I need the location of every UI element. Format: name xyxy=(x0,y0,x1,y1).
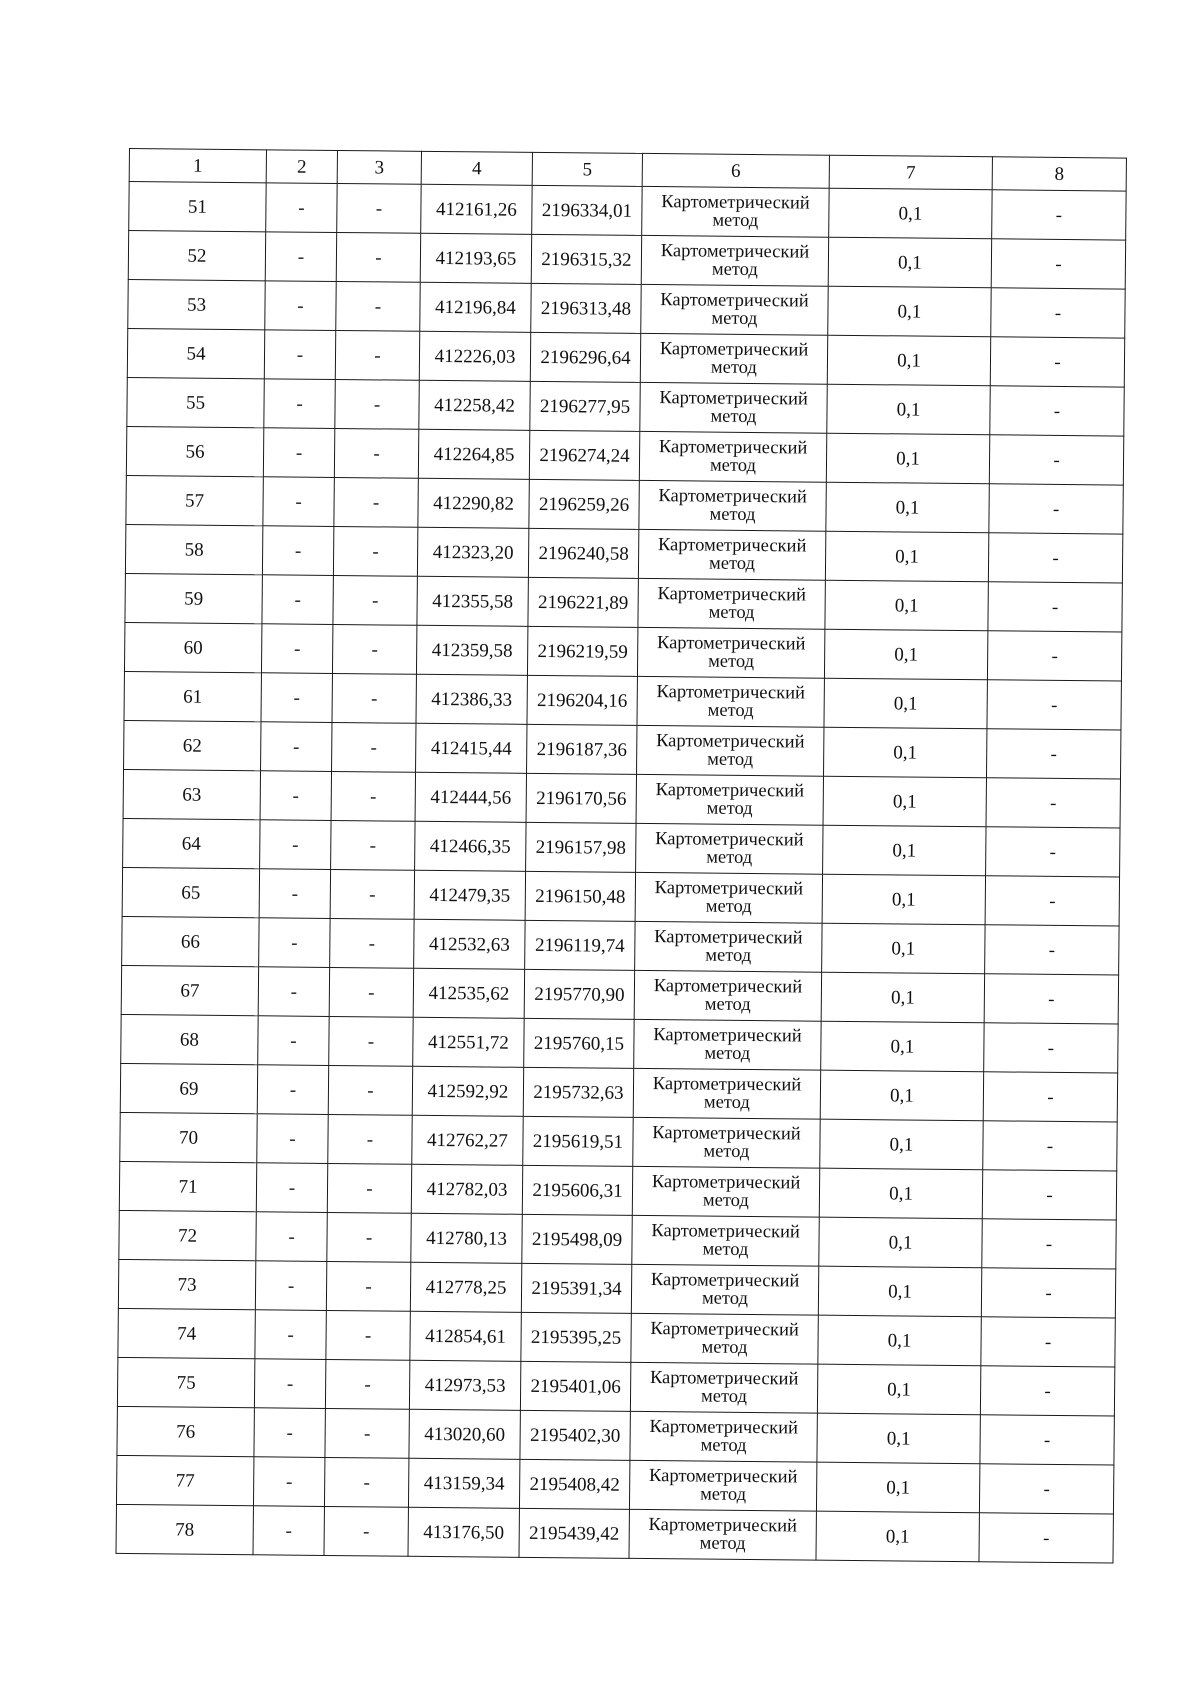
method-line-1: Картометрический xyxy=(650,1319,799,1341)
point-number-cell: 56 xyxy=(126,426,263,476)
method-line-1: Картометрический xyxy=(657,584,807,606)
method-line-2: метод xyxy=(703,1092,750,1114)
col2-cell: - xyxy=(259,918,330,968)
col8-cell: - xyxy=(983,1121,1117,1171)
point-number-cell: 61 xyxy=(124,671,261,721)
method-line-1: Картометрический xyxy=(661,192,810,214)
method-line-1: Картометрический xyxy=(656,682,806,704)
method-line-2: метод xyxy=(700,1484,747,1505)
col3-cell: - xyxy=(331,771,415,821)
method-line-1: Картометрический xyxy=(650,1270,800,1292)
method-cell xyxy=(637,627,824,678)
x-coordinate-cell: 412264,85 xyxy=(418,429,529,479)
col8-cell: - xyxy=(987,631,1121,681)
point-number-cell: 69 xyxy=(120,1063,257,1113)
method-line-1: Картометрический xyxy=(654,927,803,949)
point-number-cell: 58 xyxy=(125,524,262,574)
method-cell xyxy=(635,872,822,923)
col2-cell: - xyxy=(265,281,336,331)
method-line-2: метод xyxy=(712,210,759,232)
accuracy-cell: 0,1 xyxy=(819,1168,982,1219)
header-cell-6: 6 xyxy=(642,153,829,188)
point-number-cell: 72 xyxy=(119,1210,256,1260)
method-cell xyxy=(633,1117,820,1168)
accuracy-cell: 0,1 xyxy=(824,727,987,778)
method-cell xyxy=(632,1215,819,1266)
method-line-2: метод xyxy=(711,308,758,330)
point-number-cell: 65 xyxy=(122,867,259,917)
accuracy-cell: 0,1 xyxy=(822,923,985,974)
col3-cell: - xyxy=(324,1506,408,1556)
accuracy-cell: 0,1 xyxy=(824,629,987,680)
col3-cell: - xyxy=(330,869,414,919)
accuracy-cell: 0,1 xyxy=(828,237,991,288)
method-line-2: метод xyxy=(708,602,755,624)
method-line-2: метод xyxy=(709,504,756,526)
x-coordinate-cell: 412444,56 xyxy=(415,772,526,822)
point-number-cell: 76 xyxy=(117,1406,254,1456)
method-cell xyxy=(640,382,827,433)
col3-cell: - xyxy=(332,722,416,772)
header-cell-4: 4 xyxy=(421,151,532,185)
header-cell-1: 1 xyxy=(129,149,266,183)
col2-cell: - xyxy=(263,428,334,478)
point-number-cell: 59 xyxy=(125,573,262,623)
method-cell xyxy=(639,431,826,482)
x-coordinate-cell: 412323,20 xyxy=(417,527,528,577)
x-coordinate-cell: 412258,42 xyxy=(419,380,530,430)
point-number-cell: 70 xyxy=(120,1112,257,1162)
method-cell xyxy=(641,235,828,286)
y-coordinate-cell: 2196274,24 xyxy=(529,430,639,480)
col8-cell: - xyxy=(979,1513,1113,1563)
col2-cell: - xyxy=(263,477,334,527)
x-coordinate-cell: 412551,72 xyxy=(413,1017,524,1067)
col8-cell: - xyxy=(992,190,1126,240)
col3-cell: - xyxy=(327,1163,411,1213)
accuracy-cell: 0,1 xyxy=(822,874,985,925)
accuracy-cell: 0,1 xyxy=(817,1364,980,1415)
x-coordinate-cell: 412479,35 xyxy=(414,870,525,920)
method-line-2: метод xyxy=(708,651,755,673)
point-number-cell: 63 xyxy=(123,769,260,819)
y-coordinate-cell: 2195408,42 xyxy=(519,1459,629,1509)
col2-cell: - xyxy=(262,526,333,576)
header-cell-8: 8 xyxy=(992,157,1126,191)
col3-cell: - xyxy=(336,232,420,282)
col8-cell: - xyxy=(986,827,1120,877)
method-line-2: метод xyxy=(701,1288,749,1309)
header-cell-2: 2 xyxy=(266,150,337,184)
accuracy-cell: 0,1 xyxy=(819,1217,982,1268)
col3-cell: - xyxy=(337,183,421,233)
method-line-2: метод xyxy=(699,1533,746,1554)
y-coordinate-cell: 2196157,98 xyxy=(526,822,636,872)
method-line-1: Картометрический xyxy=(651,1221,800,1243)
y-coordinate-cell: 2195619,51 xyxy=(523,1116,633,1166)
col8-cell: - xyxy=(981,1268,1115,1318)
point-number-cell: 60 xyxy=(124,622,261,672)
col3-cell: - xyxy=(324,1457,408,1507)
col8-cell: - xyxy=(988,582,1122,632)
y-coordinate-cell: 2196170,56 xyxy=(526,773,636,823)
accuracy-cell: 0,1 xyxy=(820,1119,983,1170)
method-cell xyxy=(631,1264,818,1315)
method-line-2: метод xyxy=(705,945,752,967)
y-coordinate-cell: 2195401,06 xyxy=(520,1361,630,1411)
col8-cell: - xyxy=(985,925,1119,975)
method-line-1: Картометрический xyxy=(660,290,809,312)
col2-cell: - xyxy=(262,575,333,625)
col2-cell: - xyxy=(266,183,337,233)
method-cell xyxy=(634,970,821,1021)
y-coordinate-cell: 2196150,48 xyxy=(525,871,635,921)
col3-cell: - xyxy=(334,477,418,527)
method-line-2: метод xyxy=(702,1190,749,1211)
x-coordinate-cell: 412415,44 xyxy=(416,723,527,773)
x-coordinate-cell: 413176,50 xyxy=(408,1507,519,1557)
accuracy-cell: 0,1 xyxy=(821,972,984,1023)
method-cell xyxy=(637,725,824,776)
y-coordinate-cell: 2195498,09 xyxy=(522,1214,632,1264)
col8-cell: - xyxy=(991,288,1125,338)
col3-cell: - xyxy=(335,330,419,380)
method-cell xyxy=(629,1460,816,1511)
method-cell xyxy=(638,529,825,580)
col3-cell: - xyxy=(328,1114,412,1164)
point-number-cell: 64 xyxy=(123,818,260,868)
point-number-cell: 52 xyxy=(128,231,265,281)
method-line-2: метод xyxy=(704,1043,751,1065)
point-number-cell: 77 xyxy=(116,1455,253,1505)
y-coordinate-cell: 2195395,25 xyxy=(521,1312,631,1362)
col8-cell: - xyxy=(980,1366,1114,1416)
method-line-1: Картометрический xyxy=(654,878,804,900)
method-line-1: Картометрический xyxy=(648,1515,798,1537)
method-line-2: метод xyxy=(706,847,753,869)
accuracy-cell: 0,1 xyxy=(818,1266,981,1317)
col2-cell: - xyxy=(254,1359,325,1409)
method-line-2: метод xyxy=(700,1435,747,1456)
method-cell xyxy=(637,676,824,727)
method-cell xyxy=(634,1019,821,1070)
header-cell-3: 3 xyxy=(337,151,421,185)
col3-cell: - xyxy=(325,1408,409,1458)
method-line-1: Картометрический xyxy=(652,1123,801,1145)
col2-cell: - xyxy=(256,1163,327,1213)
method-cell xyxy=(639,480,826,531)
col2-cell: - xyxy=(265,232,336,282)
method-line-2: метод xyxy=(707,749,754,771)
y-coordinate-cell: 2195402,30 xyxy=(520,1410,630,1460)
col2-cell: - xyxy=(260,771,331,821)
x-coordinate-cell: 412193,65 xyxy=(420,233,531,283)
method-line-2: метод xyxy=(702,1239,749,1260)
col2-cell: - xyxy=(254,1408,325,1458)
method-line-1: Картометрический xyxy=(653,1025,802,1047)
col8-cell: - xyxy=(987,680,1121,730)
col8-cell: - xyxy=(982,1170,1116,1220)
method-line-1: Картометрический xyxy=(649,1417,799,1439)
method-line-1: Картометрический xyxy=(658,437,808,459)
accuracy-cell: 0,1 xyxy=(828,286,991,337)
col2-cell: - xyxy=(264,379,335,429)
col3-cell: - xyxy=(329,1016,413,1066)
coordinates-table xyxy=(116,148,1127,1564)
col2-cell: - xyxy=(253,1506,324,1556)
y-coordinate-cell: 2196315,32 xyxy=(531,234,641,284)
method-line-1: Картометрический xyxy=(656,731,805,753)
accuracy-cell: 0,1 xyxy=(823,776,986,827)
col3-cell: - xyxy=(326,1310,410,1360)
method-line-2: метод xyxy=(706,798,753,820)
point-number-cell: 55 xyxy=(127,377,264,427)
y-coordinate-cell: 2196240,58 xyxy=(528,528,638,578)
point-number-cell: 74 xyxy=(118,1308,255,1358)
method-line-1: Картометрический xyxy=(651,1172,801,1194)
method-line-2: метод xyxy=(709,455,757,477)
method-line-2: метод xyxy=(711,259,758,281)
x-coordinate-cell: 412359,58 xyxy=(416,625,527,675)
col8-cell: - xyxy=(991,239,1125,289)
col8-cell: - xyxy=(986,778,1120,828)
method-line-1: Картометрический xyxy=(653,976,803,998)
point-number-cell: 51 xyxy=(129,182,266,232)
point-number-cell: 67 xyxy=(121,965,258,1015)
method-line-1: Картометрический xyxy=(648,1466,798,1488)
table-row xyxy=(116,1504,1113,1563)
accuracy-cell: 0,1 xyxy=(825,531,988,582)
method-line-2: метод xyxy=(708,553,756,575)
method-cell xyxy=(638,578,825,629)
method-line-1: Картометрический xyxy=(657,535,807,557)
point-number-cell: 66 xyxy=(122,916,259,966)
point-number-cell: 73 xyxy=(118,1259,255,1309)
accuracy-cell: 0,1 xyxy=(820,1070,983,1121)
x-coordinate-cell: 412973,53 xyxy=(409,1360,520,1410)
method-line-2: метод xyxy=(710,406,757,428)
method-line-2: метод xyxy=(700,1386,748,1407)
col8-cell: - xyxy=(984,974,1118,1024)
col2-cell: - xyxy=(256,1212,327,1262)
col3-cell: - xyxy=(325,1359,409,1409)
col8-cell: - xyxy=(981,1317,1115,1367)
col3-cell: - xyxy=(336,281,420,331)
col8-cell: - xyxy=(982,1219,1116,1269)
y-coordinate-cell: 2195606,31 xyxy=(522,1165,632,1215)
y-coordinate-cell: 2196219,59 xyxy=(527,626,637,676)
method-line-1: Картометрический xyxy=(656,633,806,655)
point-number-cell: 68 xyxy=(121,1014,258,1064)
y-coordinate-cell: 2195439,42 xyxy=(519,1508,629,1558)
y-coordinate-cell: 2196187,36 xyxy=(527,724,637,774)
header-cell-5: 5 xyxy=(532,152,642,186)
col3-cell: - xyxy=(327,1212,411,1262)
x-coordinate-cell: 412854,61 xyxy=(410,1311,521,1361)
method-line-1: Картометрический xyxy=(660,241,810,263)
point-number-cell: 75 xyxy=(117,1357,254,1407)
accuracy-cell: 0,1 xyxy=(826,433,989,484)
point-number-cell: 78 xyxy=(116,1504,253,1554)
method-cell xyxy=(636,774,823,825)
table-body xyxy=(116,149,1126,1564)
col8-cell: - xyxy=(980,1415,1114,1465)
col3-cell: - xyxy=(332,673,416,723)
accuracy-cell: 0,1 xyxy=(829,188,992,239)
x-coordinate-cell: 412226,03 xyxy=(419,331,530,381)
col8-cell: - xyxy=(986,729,1120,779)
col8-cell: - xyxy=(983,1072,1117,1122)
method-line-1: Картометрический xyxy=(659,388,808,410)
x-coordinate-cell: 413020,60 xyxy=(409,1409,520,1459)
method-cell xyxy=(633,1068,820,1119)
col3-cell: - xyxy=(326,1261,410,1311)
col2-cell: - xyxy=(261,624,332,674)
method-line-1: Картометрический xyxy=(649,1368,799,1390)
accuracy-cell: 0,1 xyxy=(818,1315,981,1366)
col8-cell: - xyxy=(984,1023,1118,1073)
x-coordinate-cell: 412592,92 xyxy=(412,1066,523,1116)
y-coordinate-cell: 2196204,16 xyxy=(527,675,637,725)
col3-cell: - xyxy=(328,1065,412,1115)
col3-cell: - xyxy=(333,526,417,576)
method-line-2: метод xyxy=(707,700,754,722)
method-line-2: метод xyxy=(701,1337,748,1358)
method-line-1: Картометрический xyxy=(652,1074,802,1096)
accuracy-cell: 0,1 xyxy=(827,335,990,386)
accuracy-cell: 0,1 xyxy=(821,1021,984,1072)
x-coordinate-cell: 412778,25 xyxy=(410,1262,521,1312)
y-coordinate-cell: 2196313,48 xyxy=(531,283,641,333)
col8-cell: - xyxy=(990,386,1124,436)
method-cell xyxy=(632,1166,819,1217)
col2-cell: - xyxy=(258,1016,329,1066)
method-line-1: Картометрический xyxy=(659,339,809,361)
col3-cell: - xyxy=(334,428,418,478)
col8-cell: - xyxy=(979,1464,1113,1514)
y-coordinate-cell: 2195760,15 xyxy=(524,1018,634,1068)
col8-cell: - xyxy=(988,533,1122,583)
col2-cell: - xyxy=(257,1114,328,1164)
col3-cell: - xyxy=(333,575,417,625)
x-coordinate-cell: 412535,62 xyxy=(413,968,524,1018)
y-coordinate-cell: 2196119,74 xyxy=(525,920,635,970)
point-number-cell: 62 xyxy=(124,720,261,770)
method-cell xyxy=(631,1313,818,1364)
accuracy-cell: 0,1 xyxy=(827,384,990,435)
x-coordinate-cell: 412290,82 xyxy=(418,478,529,528)
method-cell xyxy=(630,1411,817,1462)
method-cell xyxy=(630,1362,817,1413)
col2-cell: - xyxy=(258,967,329,1017)
x-coordinate-cell: 412780,13 xyxy=(411,1213,522,1263)
x-coordinate-cell: 412532,63 xyxy=(414,919,525,969)
method-line-1: Картометрический xyxy=(658,486,807,508)
y-coordinate-cell: 2196221,89 xyxy=(528,577,638,627)
x-coordinate-cell: 412466,35 xyxy=(415,821,526,871)
method-cell xyxy=(641,284,828,335)
x-coordinate-cell: 412762,27 xyxy=(412,1115,523,1165)
header-cell-7: 7 xyxy=(829,155,992,190)
method-line-2: метод xyxy=(704,994,751,1016)
x-coordinate-cell: 412161,26 xyxy=(421,184,532,234)
x-coordinate-cell: 412386,33 xyxy=(416,674,527,724)
col2-cell: - xyxy=(261,673,332,723)
accuracy-cell: 0,1 xyxy=(817,1413,980,1464)
col8-cell: - xyxy=(985,876,1119,926)
col2-cell: - xyxy=(257,1065,328,1115)
y-coordinate-cell: 2195391,34 xyxy=(521,1263,631,1313)
method-line-2: метод xyxy=(703,1141,750,1163)
col8-cell: - xyxy=(989,435,1123,485)
accuracy-cell: 0,1 xyxy=(816,1462,979,1513)
y-coordinate-cell: 2196296,64 xyxy=(530,332,640,382)
point-number-cell: 54 xyxy=(127,328,264,378)
col2-cell: - xyxy=(264,330,335,380)
y-coordinate-cell: 2196277,95 xyxy=(530,381,640,431)
col3-cell: - xyxy=(335,379,419,429)
col3-cell: - xyxy=(331,820,415,870)
point-number-cell: 57 xyxy=(126,475,263,525)
col2-cell: - xyxy=(261,722,332,772)
col3-cell: - xyxy=(330,918,414,968)
accuracy-cell: 0,1 xyxy=(824,678,987,729)
col2-cell: - xyxy=(259,869,330,919)
col2-cell: - xyxy=(255,1310,326,1360)
point-number-cell: 53 xyxy=(128,279,265,329)
col8-cell: - xyxy=(990,337,1124,387)
method-cell xyxy=(629,1509,816,1560)
x-coordinate-cell: 412782,03 xyxy=(411,1164,522,1214)
y-coordinate-cell: 2195770,90 xyxy=(524,969,634,1019)
accuracy-cell: 0,1 xyxy=(823,825,986,876)
method-cell xyxy=(640,333,827,384)
accuracy-cell: 0,1 xyxy=(826,482,989,533)
col3-cell: - xyxy=(332,624,416,674)
y-coordinate-cell: 2195732,63 xyxy=(523,1067,633,1117)
method-cell xyxy=(635,921,822,972)
method-line-1: Картометрический xyxy=(655,780,805,802)
col2-cell: - xyxy=(255,1261,326,1311)
accuracy-cell: 0,1 xyxy=(825,580,988,631)
method-line-2: метод xyxy=(705,896,752,918)
method-line-1: Картометрический xyxy=(655,829,804,851)
accuracy-cell: 0,1 xyxy=(816,1511,979,1562)
method-cell xyxy=(636,823,823,874)
col2-cell: - xyxy=(260,820,331,870)
method-cell xyxy=(642,186,829,237)
x-coordinate-cell: 412355,58 xyxy=(417,576,528,626)
y-coordinate-cell: 2196259,26 xyxy=(529,479,639,529)
x-coordinate-cell: 413159,34 xyxy=(408,1458,519,1508)
method-line-2: метод xyxy=(710,357,757,379)
col2-cell: - xyxy=(253,1457,324,1507)
point-number-cell: 71 xyxy=(119,1161,256,1211)
col8-cell: - xyxy=(989,484,1123,534)
col3-cell: - xyxy=(329,967,413,1017)
y-coordinate-cell: 2196334,01 xyxy=(532,185,642,235)
x-coordinate-cell: 412196,84 xyxy=(420,282,531,332)
